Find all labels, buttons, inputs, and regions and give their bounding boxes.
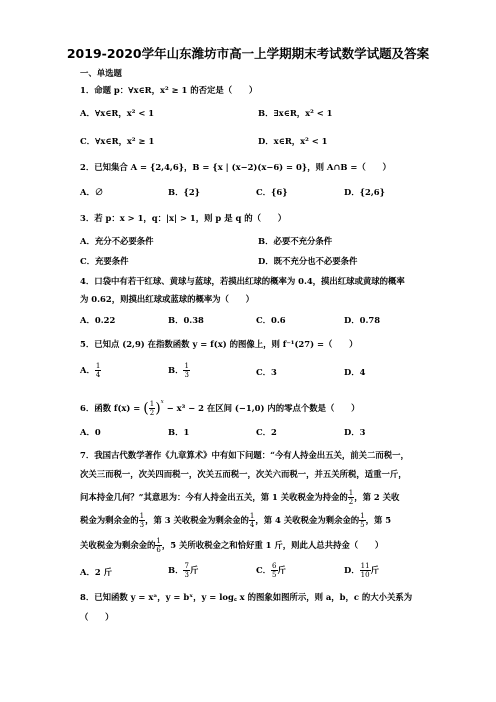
page-title: 2019-2020学年山东潍坊市高一上学期期末考试数学试题及答案: [66, 46, 430, 61]
q5-option-d: D．4: [344, 367, 366, 377]
q7-option-d-unit: 斤: [370, 565, 379, 575]
q4-option-d: D．0.78: [344, 315, 381, 325]
q7-line-4-text-a: 税金为剩余金的: [80, 515, 139, 525]
denominator: 3: [184, 371, 189, 379]
section-heading: 一、单选题: [80, 68, 122, 78]
q5-option-a: [80, 362, 101, 379]
q1-option-b: B．∃x∈R，x² < 1: [258, 108, 333, 118]
q2-option-d: D．{2,6}: [344, 187, 385, 197]
numerator: 1: [184, 362, 189, 370]
q5-option-b: [168, 362, 190, 379]
q7-line-3-text-a: 问本持金几何？”其意思为：今有人持金出五关，第 1 关收税金为持金的: [80, 492, 348, 502]
question-5-stem: 5．已知点 (2,9) 在指数函数 y = f(x) 的图像上，则 f⁻¹(27) =（ ）: [80, 339, 358, 349]
numerator: 1: [156, 537, 161, 545]
question-4-stem-line-1: 4．口袋中有若干红球、黄球与蓝球，若摸出红球的概率为 0.4，摸出红球或黄球的概率: [80, 276, 405, 286]
question-8-answer-paren: （ ）: [80, 612, 114, 622]
question-7-line-1: 7．我国古代数学著作《九章算术》中有如下问题：“今有人持金出五关，前关二而税一，: [80, 450, 409, 460]
q6-open-paren: (: [143, 400, 149, 417]
q3-option-c: C．充要条件: [80, 256, 129, 266]
question-6-stem: [80, 396, 359, 417]
q7-line-4-text-d: ，第 5: [365, 515, 392, 525]
q7-option-b: [168, 562, 198, 579]
q7-option-b-unit: 斤: [189, 565, 199, 575]
q7-line-4-text-c: ，第 4 关收税金为剩余金的: [255, 515, 360, 525]
numerator: 1: [139, 512, 145, 520]
q1-option-d: D．x∈R，x² < 1: [258, 136, 328, 146]
numerator: 6: [272, 562, 277, 570]
q7-option-b-label: B．: [168, 565, 184, 575]
q6-close-paren: ): [155, 400, 161, 417]
q1-option-a: A．∀x∈R，x² < 1: [80, 108, 155, 118]
q6-option-c: C．2: [256, 427, 277, 437]
numerator: 1: [348, 489, 354, 497]
denominator: 6: [156, 546, 161, 554]
q7-line-4-text-b: ，第 3 关收税金为剩余金的: [145, 515, 249, 525]
q4-option-b: B．0.38: [168, 315, 204, 325]
question-7-line-4: [80, 512, 391, 529]
q6-exponent: x: [160, 399, 164, 405]
question-2-stem: 2．已知集合 A = {2,4,6}，B = {x | (x−2)(x−6) = 0}，则 A∩B =（ ）: [80, 162, 391, 172]
q3-option-b: B．必要不充分条件: [258, 236, 333, 246]
question-7-line-3: [80, 489, 399, 506]
denominator: 4: [95, 371, 101, 379]
question-7-line-2: 次关三而税一，次关四而税一，次关五而税一，次关六而税一，并五关所税，适重一斤，: [80, 469, 407, 479]
q5-option-b-label: B．: [168, 365, 184, 375]
numerator: 1: [360, 512, 365, 520]
denominator: 4: [249, 521, 255, 529]
q7-option-c: [256, 562, 286, 579]
q6-stem-suffix: − x³ − 2 在区间 (−1,0) 内的零点个数是（ ）: [166, 403, 360, 413]
denominator: 5: [360, 521, 365, 529]
q7-option-d-label: D．: [344, 565, 360, 575]
q4-option-c: C．0.6: [256, 315, 286, 325]
q7-option-a: A．2 斤: [80, 567, 112, 577]
q5-option-a-label: A．: [80, 365, 95, 375]
q4-option-a: A．0.22: [80, 315, 116, 325]
denominator: 2: [348, 498, 354, 506]
question-1-stem: 1．命题 p：∀x∈R，x² ≥ 1 的否定是（ ）: [80, 85, 258, 95]
q2-option-b: B．{2}: [168, 187, 201, 197]
q3-option-a: A．充分不必要条件: [80, 236, 154, 246]
q7-line-3-text-b: ，第 2 关收: [354, 492, 400, 502]
q2-option-c: C．{6}: [256, 187, 288, 197]
numerator: 1: [149, 400, 155, 408]
q6-option-a: A．0: [80, 427, 101, 437]
question-4-stem-line-2: 为 0.62，则摸出红球或蓝球的概率为（ ）: [80, 294, 255, 304]
q7-option-c-label: C．: [256, 565, 272, 575]
numerator: 1: [95, 362, 101, 370]
q7-option-d: [344, 562, 379, 579]
numerator: 1: [249, 512, 255, 520]
q6-stem-prefix: 6．函数 f(x) =: [80, 403, 141, 413]
question-7-line-5: [80, 537, 383, 554]
q3-option-d: D．既不充分也不必要条件: [258, 256, 358, 266]
q2-option-a: A．∅: [80, 187, 104, 197]
question-8-stem: 8．已知函数 y = xᵃ，y = bˣ，y = log꜀ x 的图象如图所示，则 a，b，c 的大小关系为: [80, 592, 413, 602]
q1-option-c: C．∀x∈R，x² ≥ 1: [80, 136, 155, 146]
q6-option-d: D．3: [344, 427, 366, 437]
numerator: 11: [360, 562, 370, 570]
denominator: 5: [272, 571, 277, 579]
denominator: 3: [139, 521, 145, 529]
q7-line-5-text-b: ，5 关所收税金之和恰好重 1 斤，则此人总共持金（ ）: [161, 540, 384, 550]
denominator: 3: [184, 571, 189, 579]
question-3-stem: 3．若 p：x > 1，q：|x| > 1，则 p 是 q 的（ ）: [80, 213, 287, 223]
q5-option-c: C．3: [256, 367, 277, 377]
denominator: 2: [149, 409, 155, 417]
q5-option-b-fraction: [183, 362, 189, 379]
q7-option-d-fraction: [360, 562, 371, 579]
denominator: 10: [360, 571, 370, 579]
q6-option-b: B．1: [168, 427, 190, 437]
q7-line-5-text-a: 关收税金为剩余金的: [80, 540, 156, 550]
q7-option-c-unit: 斤: [277, 565, 286, 575]
q5-option-a-fraction: [95, 362, 101, 379]
numerator: 7: [184, 562, 189, 570]
